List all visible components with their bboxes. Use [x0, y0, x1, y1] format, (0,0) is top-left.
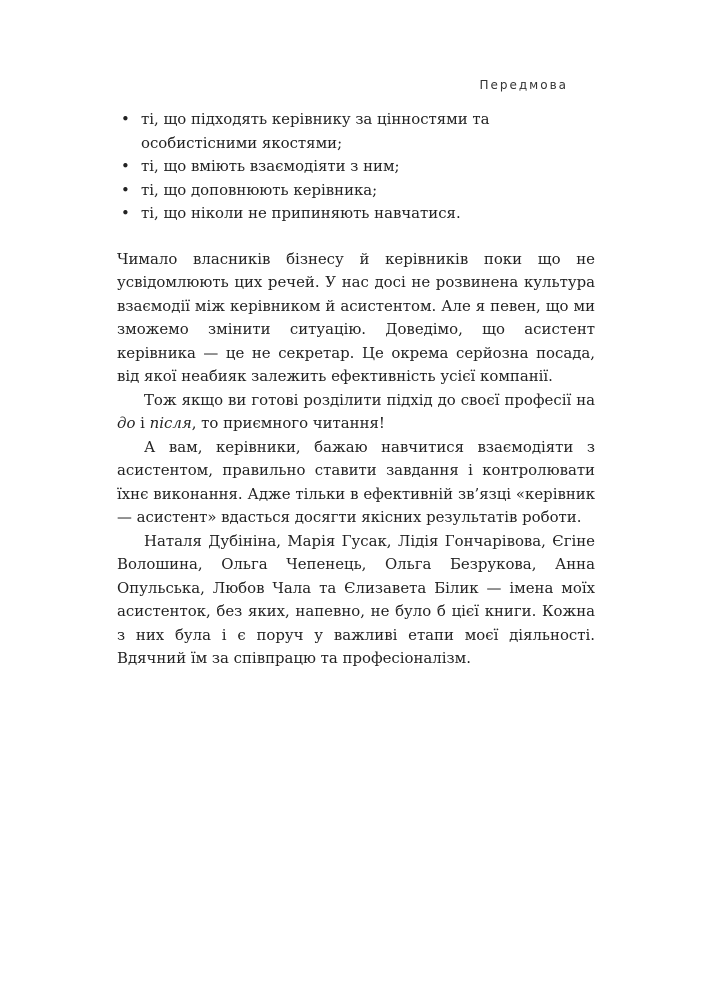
paragraph-2	[117, 389, 595, 436]
paragraph-3: А вам, керівники, бажаю навчитися взаємодіяти з асистентом, правильно ставити завдання і контролювати їхнє виконання. Адже тільки в ефективній зв’язці «керівник — асистент» вдасться досягти якісних результатів роботи.	[117, 437, 595, 526]
list-item-text: ті, що доповнюють керівника;	[141, 180, 378, 199]
bullet-icon: •	[121, 110, 130, 128]
paragraph-2-text: , то приємного читання!	[191, 414, 385, 432]
bullet-icon: •	[121, 157, 130, 175]
paragraph-1: Чимало власників бізнесу й керівників поки що не усвідомлюють цих речей. У нас досі не розвинена культура взаємодії між керівником й асистентом. Але я певен, що ми зможемо змінити ситуацію. Доведімо, що асистент керівника — це не секретар. Це окрема серйозна посада, від якої неабияк залежить ефективність усієї компанії.	[117, 249, 595, 385]
list-item-text: ті, що вміють взаємодіяти з ним;	[141, 157, 400, 175]
bullet-icon: •	[121, 180, 130, 199]
bullet-icon: •	[121, 204, 130, 222]
list-item	[117, 179, 595, 203]
list-item-text: ті, що підходять керівнику за цінностями та особистісними якостями;	[141, 110, 490, 152]
italic-word: після	[149, 414, 192, 432]
paragraph-2-text: Тож якщо ви готові розділити підхід до своєї професії на	[144, 390, 595, 409]
list-item-text: ті, що ніколи не припиняють навчатися.	[141, 204, 461, 222]
paragraph-2-text: і	[135, 414, 150, 432]
paragraph-4: Наталя Дубініна, Марія Гусак, Лідія Гончарівова, Єгіне Волошина, Ольга Чепенець, Ольга Безрукова, Анна Опульська, Любов Чала та Єлизавета Білик — імена моїх асистенток, без яких, напевно, не було б цієї книги. Кожна з них була і є поруч у важливі етапи моєї діяльності. Вдячний їм за співпрацю та професіоналізм.	[117, 531, 595, 667]
bullet-list	[117, 108, 595, 226]
page-body	[117, 108, 595, 671]
running-head: Передмова	[479, 78, 568, 92]
list-item	[117, 202, 595, 226]
list-item	[117, 108, 595, 155]
list-item	[117, 155, 595, 179]
italic-word: до	[117, 414, 136, 432]
